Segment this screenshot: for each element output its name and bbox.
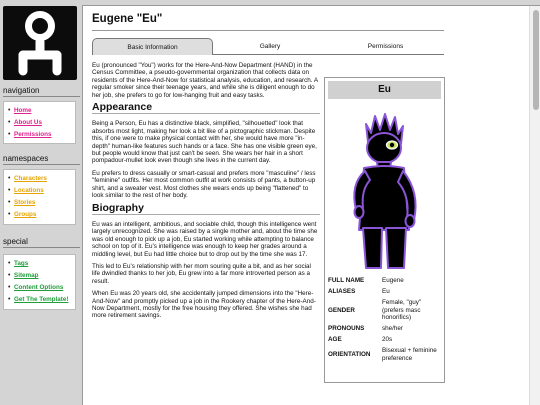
- nav-link-locations[interactable]: Locations: [14, 187, 44, 194]
- special-menu: [3, 254, 76, 310]
- character-infobox: [324, 77, 445, 383]
- nav-item-locations[interactable]: [8, 185, 75, 197]
- infobox-row-full-name: [328, 275, 443, 286]
- namespaces-menu: [3, 169, 76, 225]
- infobox-key: GENDER: [328, 306, 355, 314]
- tab-gallery[interactable]: Gallery: [259, 43, 281, 50]
- nav-item-permissions[interactable]: [8, 129, 75, 141]
- infobox-row-gender: [328, 297, 443, 323]
- nav-item-content-options[interactable]: [8, 282, 75, 294]
- infobox-row-aliases: [328, 286, 443, 297]
- nav-link-content-options[interactable]: Content Options: [14, 284, 64, 291]
- nav-item-about[interactable]: [8, 117, 75, 129]
- navigation-heading: navigation: [3, 86, 80, 97]
- infobox-value: she/her: [382, 325, 404, 333]
- page-title: Eugene "Eu": [92, 13, 163, 25]
- infobox-key: ORIENTATION: [328, 351, 371, 359]
- infobox-value: Female, "guy" (prefers masc honorifics): [382, 299, 422, 321]
- nav-link-get-template[interactable]: Get The Template!: [14, 296, 69, 303]
- biography-paragraph-2: This led to Eu's relationship with her mom souring quite a bit, and as her social life dwindled thanks to her job, Eu grew into a far more introverted person as a result.: [92, 262, 311, 285]
- infobox-value: Bisexual + feminine preference: [382, 347, 437, 362]
- infobox-title: Eu: [328, 81, 441, 99]
- infobox-key: ALIASES: [328, 288, 356, 296]
- nav-item-sitemap[interactable]: [8, 270, 75, 282]
- nav-link-stories[interactable]: Stories: [14, 199, 36, 206]
- biography-heading: Biography: [92, 205, 320, 215]
- article-body: [92, 62, 320, 325]
- nav-item-get-template[interactable]: [8, 294, 75, 306]
- infobox-row-orientation: [328, 345, 443, 363]
- appearance-heading: Appearance: [92, 104, 320, 114]
- sidebar: [0, 0, 80, 405]
- nav-item-tags[interactable]: [8, 258, 75, 270]
- infobox-table: [328, 275, 443, 364]
- character-portrait: [328, 102, 441, 274]
- infobox-value: Eugene: [382, 277, 404, 284]
- biography-paragraph-3: When Eu was 20 years old, she accidentally jumped dimensions into the "Here-And-Now" and promptly picked up a job in the Rookery chapter of the Here-And-Now Department, mostly for the free housing they offered. She wishes she had more retirement savings.: [92, 290, 316, 320]
- navigation-menu: [3, 101, 76, 144]
- title-divider: [92, 30, 444, 31]
- appearance-paragraph-2: Eu prefers to dress casually or smart-casual and prefers more "masculine" / less "feminine" outfits. Her most common outfit at work consists of pants, a button-up shirt, and a sweater vest. Most clothes she wears ends up being "flattened" to look similar to the rest of her body.: [92, 169, 316, 200]
- nav-link-sitemap[interactable]: Sitemap: [14, 272, 39, 279]
- infobox-value: Eu: [382, 288, 390, 296]
- nav-link-groups[interactable]: Groups: [14, 211, 37, 218]
- vertical-scrollbar[interactable]: [529, 6, 540, 405]
- infobox-row-pronouns: [328, 323, 443, 334]
- scrollbar-thumb[interactable]: [533, 10, 539, 110]
- infobox-row-age: [328, 334, 443, 345]
- namespaces-heading: namespaces: [3, 154, 80, 165]
- nav-link-characters[interactable]: Characters: [14, 175, 47, 182]
- tab-bar: [92, 38, 444, 55]
- nav-link-permissions[interactable]: Permissions: [14, 131, 52, 138]
- infobox-key: PRONOUNS: [328, 325, 365, 333]
- infobox-key: AGE: [328, 336, 342, 344]
- tab-basic-information[interactable]: Basic Information: [92, 38, 213, 55]
- tab-permissions[interactable]: Permissions: [367, 43, 404, 50]
- nav-link-tags[interactable]: Tags: [14, 260, 29, 267]
- character-silhouette-icon: [328, 102, 441, 274]
- nav-item-home[interactable]: [8, 105, 75, 117]
- nav-link-about[interactable]: About Us: [14, 119, 42, 126]
- site-logo-icon[interactable]: [3, 6, 77, 80]
- intro-paragraph: Eu (pronounced "You") works for the Here-And-Now Department (HAND) in the Census Committee, a pseudo-governmental organization that collects data on residents of the Here-And-Now for statistical analysis, education, and research. A regular smoker since their teenage years, and while she is diligent enough to do her job, she prefers to go for low-hanging fruit and easy tasks.: [92, 62, 318, 99]
- nav-item-stories[interactable]: [8, 197, 75, 209]
- main-content-panel: [82, 5, 540, 405]
- nav-item-characters[interactable]: [8, 173, 75, 185]
- infobox-key: FULL NAME: [328, 277, 365, 284]
- special-heading: special: [3, 237, 80, 248]
- infobox-value: 20s: [382, 336, 393, 344]
- nav-link-home[interactable]: Home: [14, 107, 32, 114]
- nav-item-groups[interactable]: [8, 209, 75, 221]
- biography-paragraph-1: Eu was an intelligent, ambitious, and sociable child, though this intelligence went largely unrecognized. She was raised by a single mother and, about the time she was old enough to pick up a job, Eu started working while attempting to balance school on top of it. Eu's intelligence was enough to keep her grades around a middling level, but Eu had little choice but to drop out by the time she was 17.: [92, 220, 318, 258]
- appearance-paragraph-1: Being a Person, Eu has a distinctive black, simplified, "silhouetted" look that absorbs most light, making her look a bit like of a pictographic stickman. Despite this, if one were to make physical contact with her, she would have more "in-depth" human-like features such hands or a face. She has one visible green eye, but people would know that just can't be seen. She wears her hair in a short pompadour-mullet look even though she lives in the current day.: [92, 120, 317, 165]
